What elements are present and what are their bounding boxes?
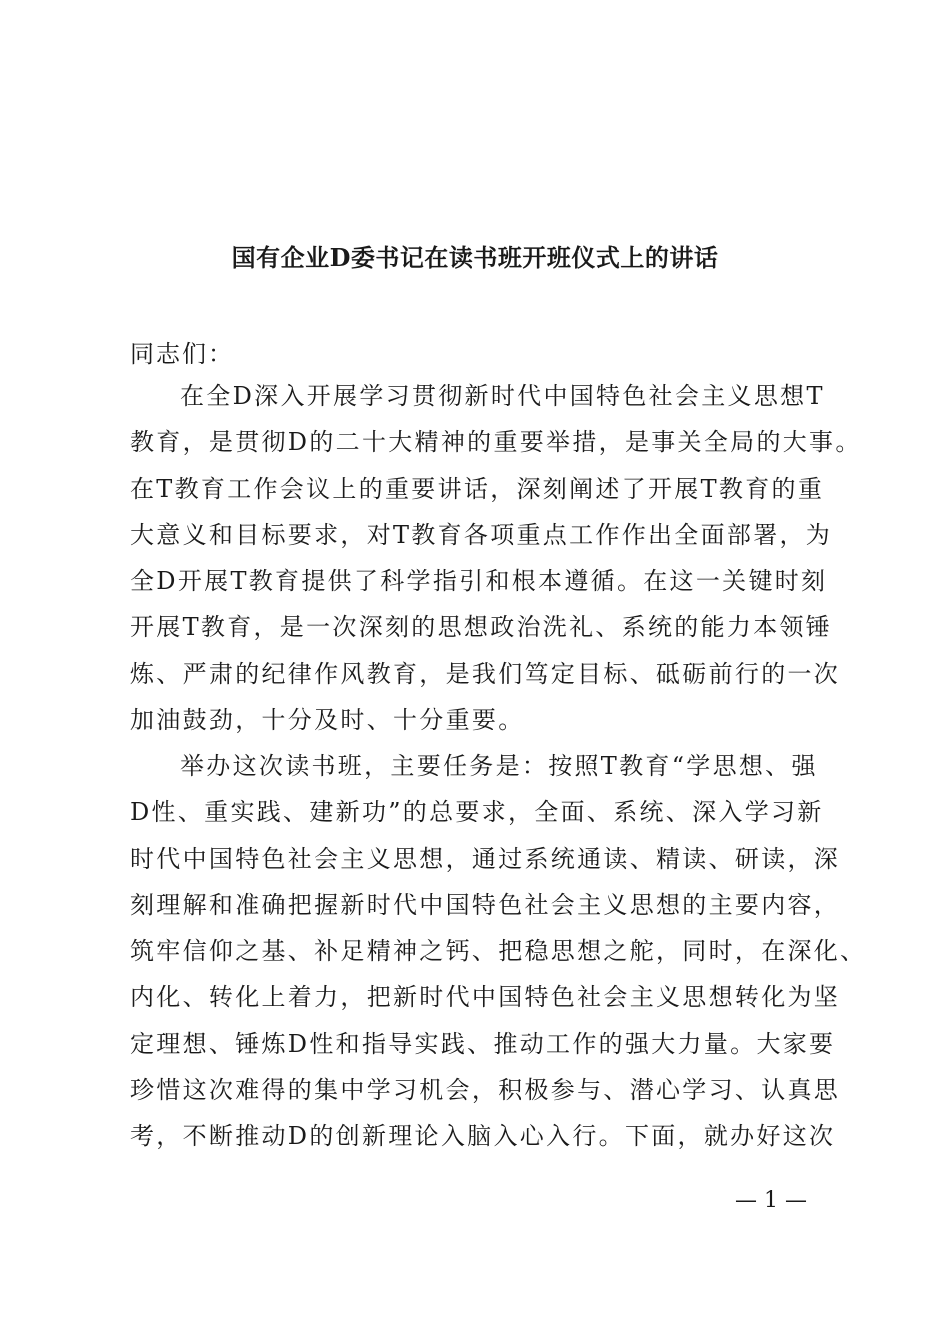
paragraph-line: D性、重实践、建新功”的总要求，全面、系统、深入学习新	[130, 798, 824, 827]
paragraph-line: 在全D深入开展学习贯彻新时代中国特色社会主义思想T	[180, 382, 825, 410]
paragraph-line: 开展T教育，是一次深刻的思想政治洗礼、系统的能力本领锤	[130, 613, 833, 642]
paragraph-1	[130, 373, 862, 743]
paragraph-line: 筑牢信仰之基、补足精神之钙、把稳思想之舵，同时，在深化、	[130, 937, 867, 966]
paragraph-line: 时代中国特色社会主义思想，通过系统通读、精读、研读，深	[130, 844, 841, 873]
paragraph-line: 举办这次读书班，主要任务是：按照T教育“学思想、强	[180, 752, 818, 780]
paragraph-line: 在T教育工作会议上的重要讲话，深刻阐述了开展T教育的重	[130, 474, 825, 503]
paragraph-line: 教育，是贯彻D的二十大精神的重要举措，是事关全局的大事。	[130, 428, 862, 457]
paragraph-line: 炼、严肃的纪律作风教育，是我们笃定目标、砥砺前行的一次	[130, 659, 841, 688]
paragraph-line: 全D开展T教育提供了科学指引和根本遵循。在这一关键时刻	[130, 567, 828, 596]
paragraph-line: 刻理解和准确把握新时代中国特色社会主义思想的主要内容，	[130, 890, 841, 919]
paragraph-2	[130, 743, 867, 1160]
salutation: 同志们：	[130, 340, 234, 368]
paragraph-line: 内化、转化上着力，把新时代中国特色社会主义思想转化为坚	[130, 983, 841, 1012]
document-title: 国有企业D委书记在读书班开班仪式上的讲话	[231, 243, 719, 272]
paragraph-line: 珍惜这次难得的集中学习机会，积极参与、潜心学习、认真思	[130, 1076, 841, 1105]
paragraph-line: 大意义和目标要求，对T教育各项重点工作作出全面部署，为	[130, 520, 833, 549]
page-number: — 1 —	[735, 1188, 807, 1213]
paragraph-line: 定理想、锤炼D性和指导实践、推动工作的强大力量。大家要	[130, 1029, 836, 1058]
paragraph-line: 考，不断推动D的创新理论入脑入心入行。下面，就办好这次	[130, 1122, 836, 1151]
paragraph-line: 加油鼓劲，十分及时、十分重要。	[130, 706, 525, 735]
